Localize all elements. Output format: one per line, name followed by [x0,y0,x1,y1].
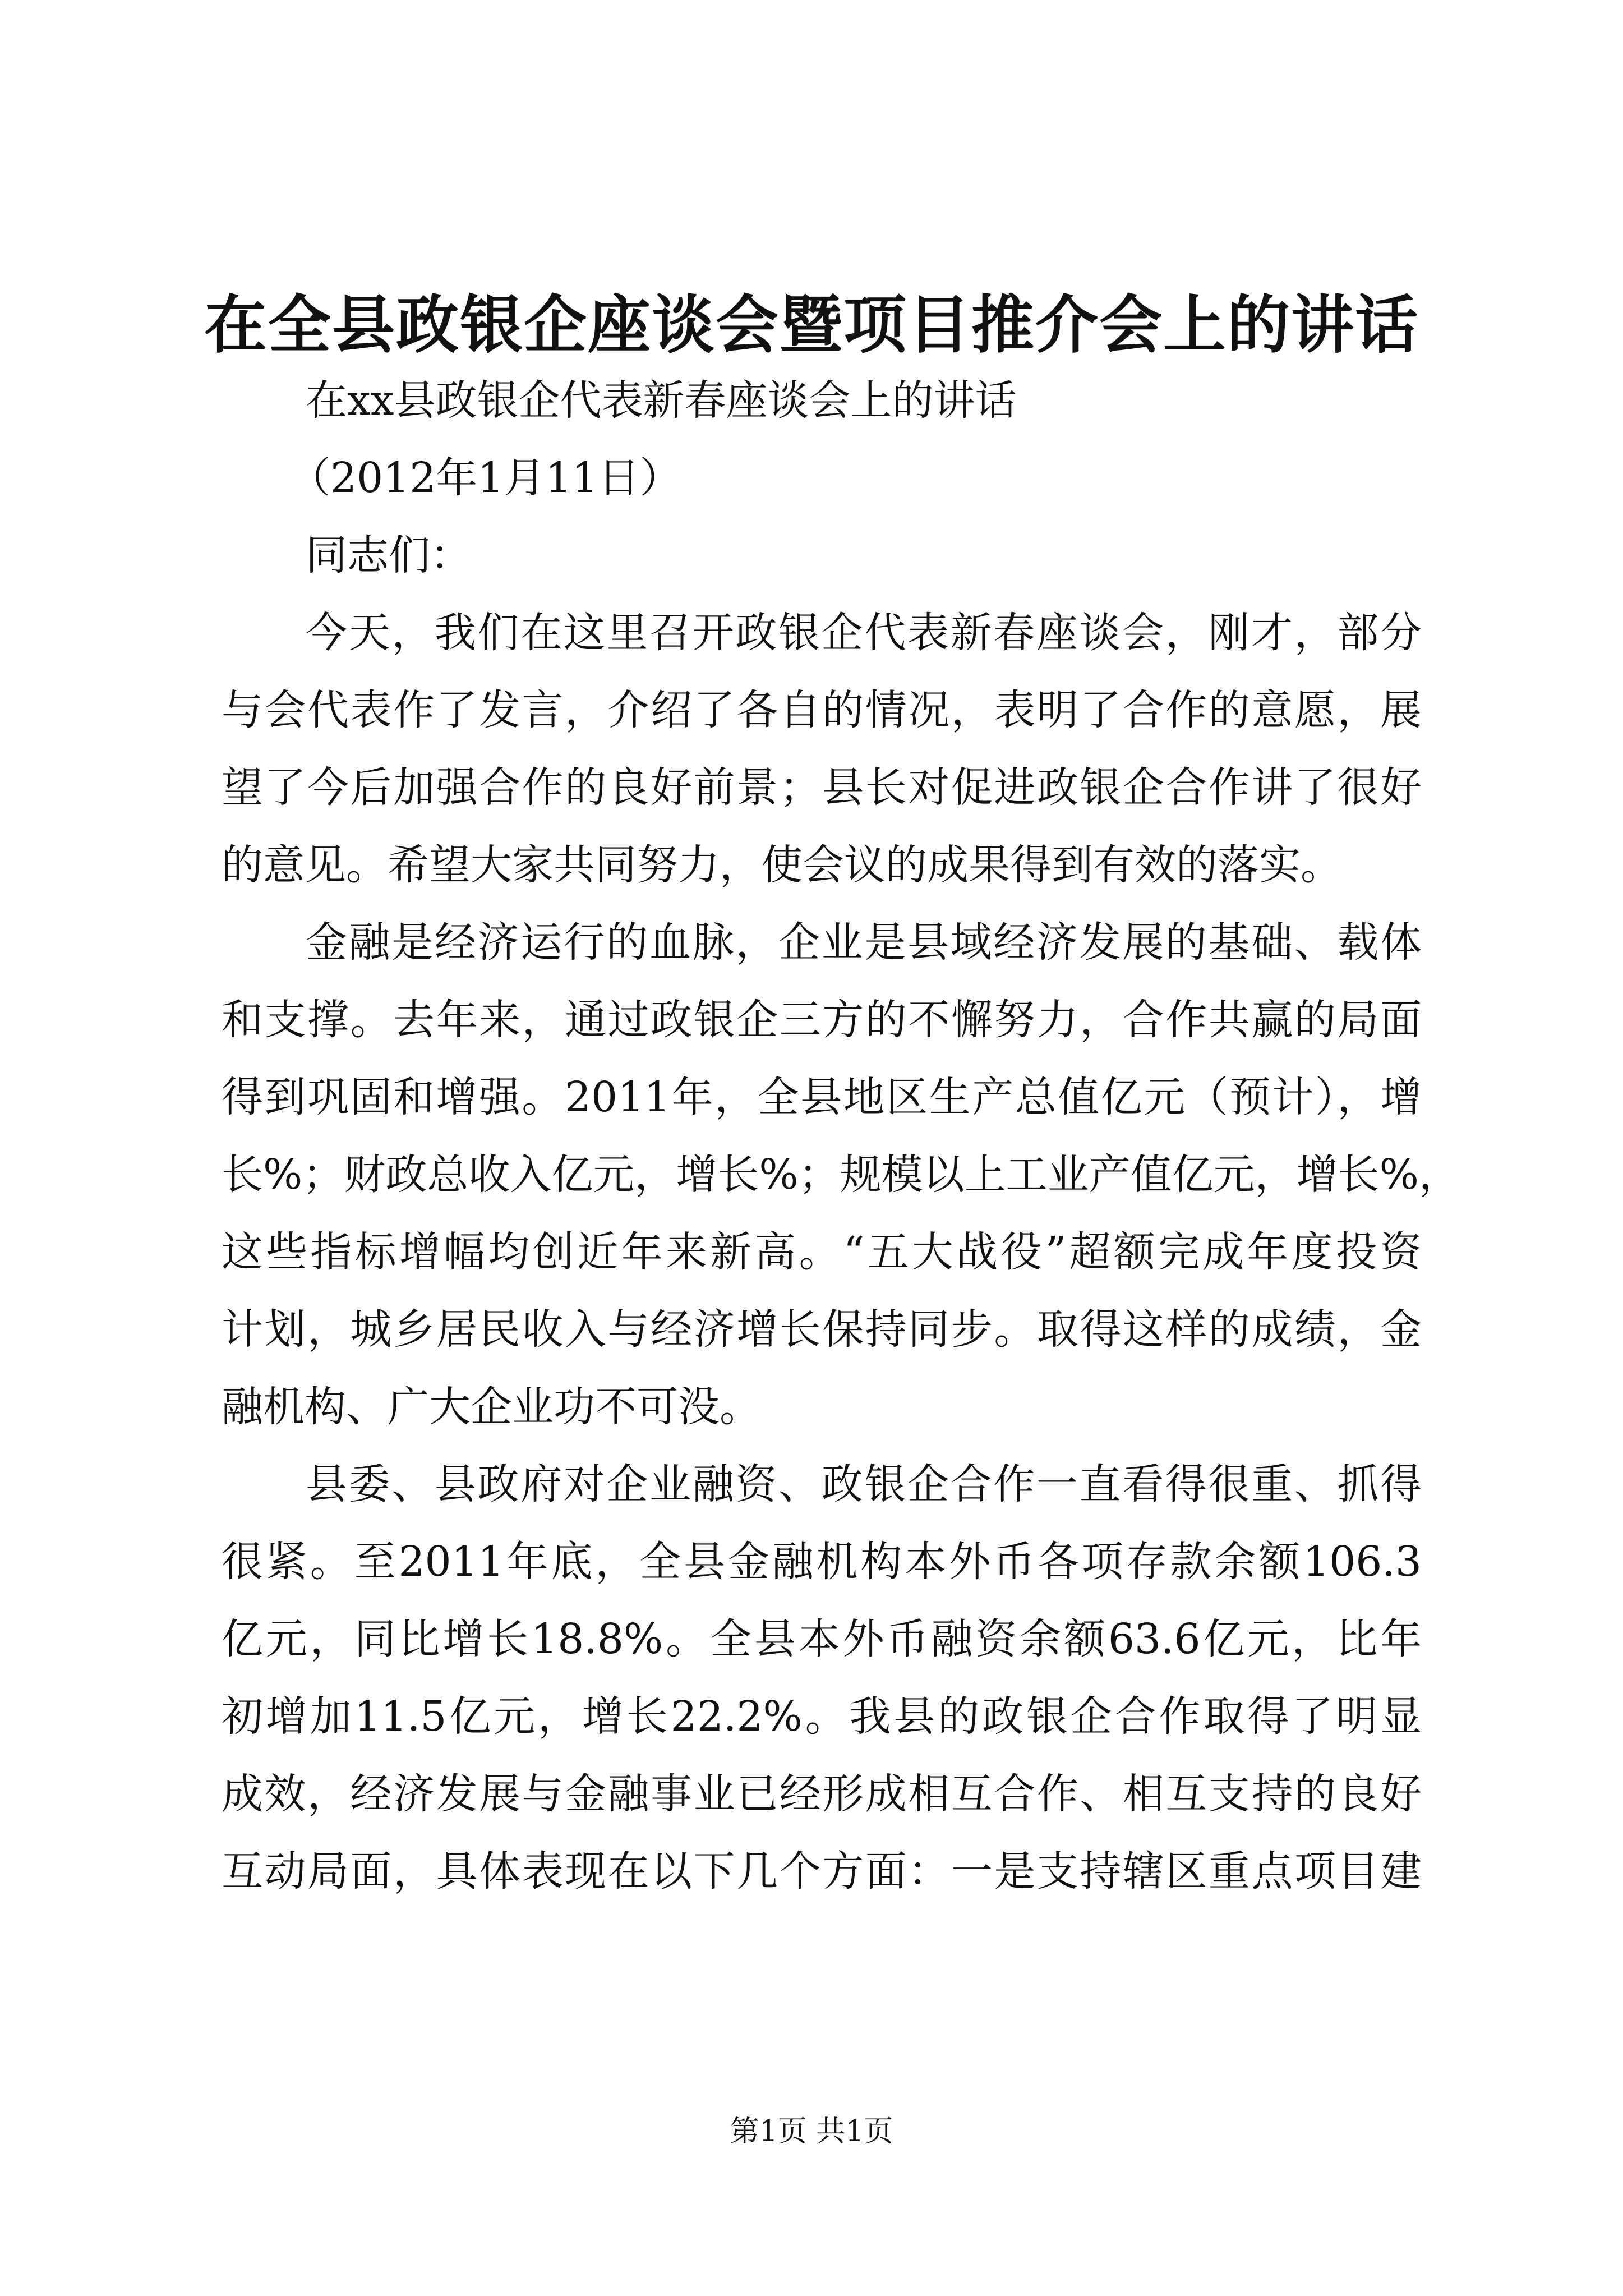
document-title: 在全县政银企座谈会暨项目推介会上的讲话 [204,288,1419,362]
paragraph-line: 县委、县政府对企业融资、政银企合作一直看得很重、抓得 [306,1460,1422,1508]
paragraph-line: 金融是经济运行的血脉，企业是县域经济发展的基础、载体 [306,918,1422,967]
subtitle-line: 在xx县政银企代表新春座谈会上的讲话 [306,376,1017,425]
paragraph-line: 融机构、广大企业功不可没。 [222,1383,761,1431]
page-footer: 第1页 共1页 [730,2115,893,2148]
paragraph-line: 望了今后加强合作的良好前景；县长对促进政银企合作讲了很好 [222,763,1422,812]
date-line: （2012年1月11日） [289,454,681,502]
document-body [222,362,1460,1910]
paragraph-line: 很紧。至2011年底，全县金融机构本外币各项存款余额106.3 [222,1538,1422,1586]
paragraph-line: 今天，我们在这里召开政银企代表新春座谈会，刚才，部分 [306,609,1422,657]
paragraph-line: 成效，经济发展与金融事业已经形成相互合作、相互支持的良好 [222,1770,1422,1818]
paragraph-line: 计划，城乡居民收入与经济增长保持同步。取得这样的成绩，金 [222,1305,1422,1354]
paragraph-line: 互动局面，具体表现在以下几个方面：一是支持辖区重点项目建 [222,1847,1422,1895]
paragraph-line: 这些指标增幅均创近年来新高。“五大战役”超额完成年度投资 [222,1228,1422,1276]
paragraph-line: 初增加11.5亿元，增长22.2%。我县的政银企合作取得了明显 [222,1692,1422,1741]
paragraph-line: 亿元，同比增长18.8%。全县本外币融资余额63.6亿元，比年 [222,1615,1422,1663]
paragraph-line: 得到巩固和增强。2011年，全县地区生产总值亿元（预计），增 [222,1073,1422,1121]
paragraph-line: 长%；财政总收入亿元，增长%；规模以上工业产值亿元，增长%， [222,1151,1460,1199]
salutation-line: 同志们： [306,531,472,579]
paragraph-line: 与会代表作了发言，介绍了各自的情况，表明了合作的意愿，展 [222,686,1422,734]
paragraph-line: 和支撑。去年来，通过政银企三方的不懈努力，合作共赢的局面 [222,996,1422,1044]
paragraph-line: 的意见。希望大家共同努力，使会议的成果得到有效的落实。 [222,841,1342,889]
